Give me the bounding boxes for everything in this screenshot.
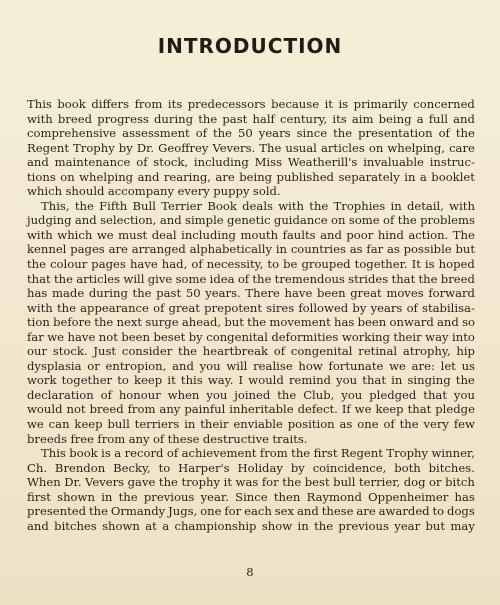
text-line: with which we must deal including mouth faults and poor hind action. The bbox=[27, 227, 475, 242]
text-line: When Dr. Vevers gave the trophy it was for the best bull terrier, dog or bitch bbox=[27, 475, 475, 490]
text-line: and maintenance of stock, including Miss Weatherill's invaluable instruc- bbox=[27, 155, 475, 170]
text-line: tion before the next surge ahead, but the movement has been onward and so bbox=[27, 315, 475, 330]
text-line: would not breed from any painful inheritable defect. If we keep that pledge bbox=[27, 402, 475, 417]
text-line: that the articles will give some idea of the tremendous strides that the breed bbox=[27, 271, 475, 286]
text-line: comprehensive assessment of the 50 years since the presentation of the bbox=[27, 126, 475, 141]
page-title: INTRODUCTION bbox=[157, 34, 343, 58]
text-line: This book differs from its predecessors because it is primarily concerned bbox=[27, 97, 475, 111]
text-line: tions on whelping and rearing, are being published separately in a booklet bbox=[27, 169, 475, 184]
text-line: and bitches shown at a championship show in the previous year but may bbox=[27, 518, 475, 533]
text-line: far we have not been beset by congenital deformities working their way into bbox=[27, 329, 475, 344]
text-line: work together to keep it this way. I would remind you that in singing the bbox=[27, 373, 475, 388]
text-line: kennel pages are arranged alphabetically in countries as far as possible but bbox=[27, 242, 475, 257]
text-line: has made during the past 50 years. There have been great moves forward bbox=[27, 286, 475, 301]
text-line: our stock. Just consider the heartbreak of congenital retinal atrophy, hip bbox=[27, 344, 475, 359]
text-line: breeds free from any of these destructive traits. bbox=[27, 431, 308, 446]
page-number: 8 bbox=[246, 565, 254, 579]
text-line: the colour pages have had, of necessity, to be grouped together. It is hoped bbox=[27, 257, 475, 272]
text-line: first shown in the previous year. Since then Raymond Oppenheimer has bbox=[27, 489, 475, 504]
text-line: declaration of honour when you joined the Club, you pledged that you bbox=[27, 387, 475, 402]
text-line: with the appearance of great prepotent sires followed by years of stabilisa- bbox=[27, 300, 475, 315]
text-line: This, the Fifth Bull Terrier Book deals with the Trophies in detail, with bbox=[41, 198, 475, 213]
text-line: Ch. Brendon Becky, to Harper's Holiday by coincidence, both bitches. bbox=[27, 460, 475, 475]
text-line: Regent Trophy by Dr. Geoffrey Vevers. The usual articles on whelping, care bbox=[27, 140, 475, 155]
text-line: dysplasia or entropion, and you will realise how fortunate we are: let us bbox=[27, 358, 475, 373]
text-line: presented the Ormandy Jugs, one for each sex and these are awarded to dogs bbox=[27, 504, 475, 519]
introduction-body bbox=[27, 97, 475, 533]
text-line: judging and selection, and simple genetic guidance on some of the problems bbox=[27, 213, 475, 228]
text-line: with breed progress during the past half century, its aim being a full and bbox=[27, 111, 475, 126]
text-line: we can keep bull terriers in their enviable position as one of the very few bbox=[27, 417, 475, 432]
text-line: which should accompany every puppy sold. bbox=[27, 184, 281, 199]
text-line: This book is a record of achievement from the first Regent Trophy winner, bbox=[41, 446, 475, 461]
